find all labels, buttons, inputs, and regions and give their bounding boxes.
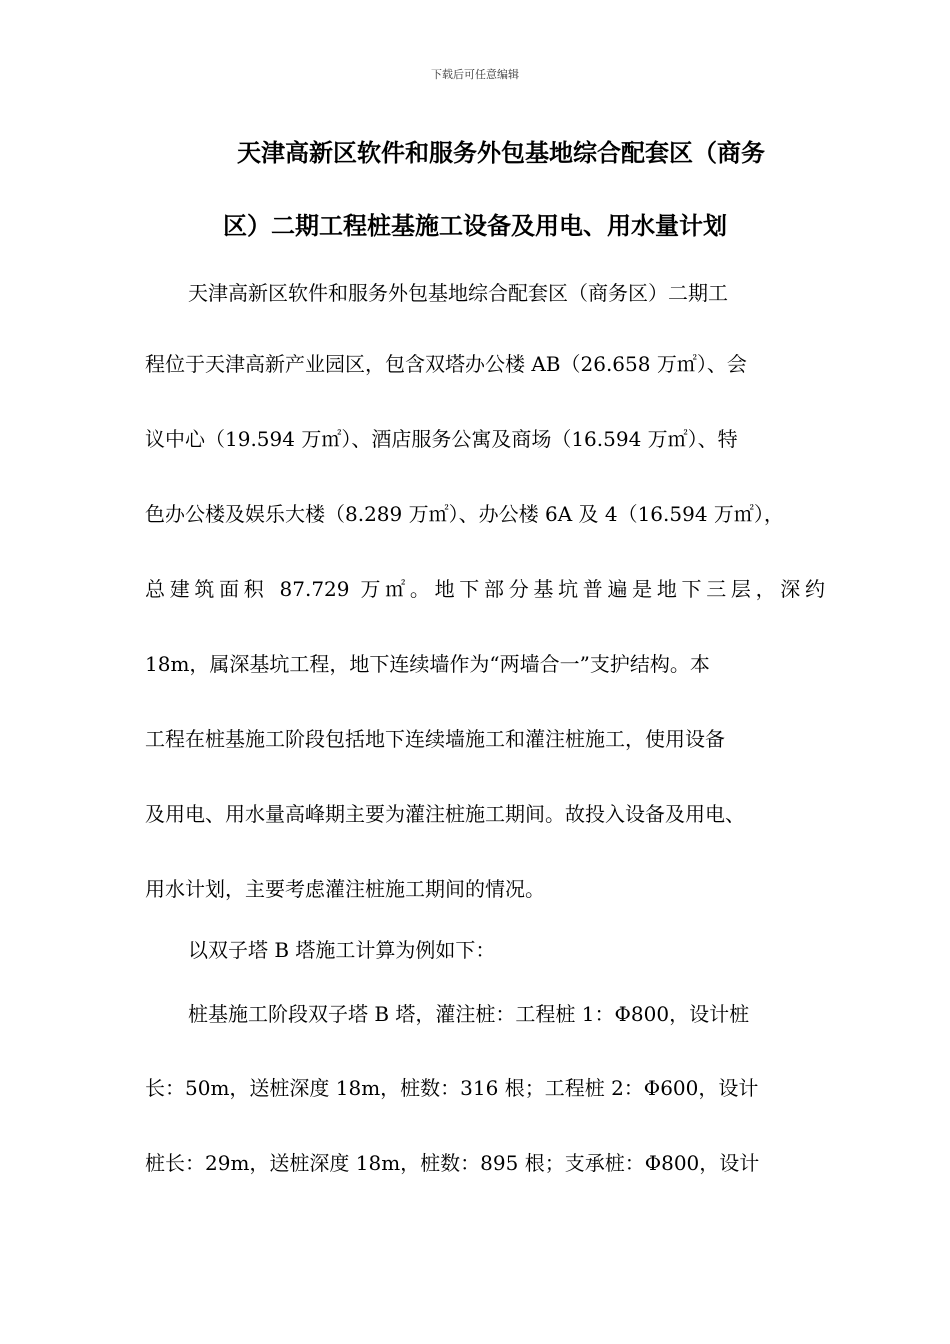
paragraph-3-line: 桩长：29m，送桩深度 18m，桩数：895 根；支承桩：Φ800，设计 bbox=[145, 1151, 760, 1175]
paragraph-1-line: 用水计划，主要考虑灌注桩施工期间的情况。 bbox=[145, 877, 545, 901]
paragraph-1-line: 天津高新区软件和服务外包基地综合配套区（商务区）二期工 bbox=[188, 281, 728, 305]
page-header-note: 下载后可任意编辑 bbox=[431, 68, 519, 81]
paragraph-3-line: 桩基施工阶段双子塔 B 塔，灌注桩：工程桩 1：Φ800，设计桩 bbox=[188, 1002, 750, 1026]
paragraph-3-line: 长：50m，送桩深度 18m，桩数：316 根；工程桩 2：Φ600，设计 bbox=[145, 1076, 759, 1100]
paragraph-2-line: 以双子塔 B 塔施工计算为例如下： bbox=[188, 938, 496, 962]
paragraph-1-line: 工程在桩基施工阶段包括地下连续墙施工和灌注桩施工，使用设备 bbox=[145, 727, 725, 751]
paragraph-1-line: 程位于天津高新产业园区，包含双塔办公楼 AB（26.658 万㎡）、会 bbox=[145, 352, 747, 376]
document-title-line-2: 区）二期工程桩基施工设备及用电、用水量计划 bbox=[223, 211, 727, 240]
paragraph-1-line: 及用电、用水量高峰期主要为灌注桩施工期间。故投入设备及用电、 bbox=[145, 802, 745, 826]
paragraph-1-line: 总建筑面积 87.729 万㎡。地下部分基坑普遍是地下三层，深约 bbox=[145, 577, 825, 601]
paragraph-1-line: 议中心（19.594 万㎡）、酒店服务公寓及商场（16.594 万㎡）、特 bbox=[145, 427, 738, 451]
paragraph-1-line: 18m，属深基坑工程，地下连续墙作为“两墙合一”支护结构。本 bbox=[145, 652, 710, 676]
paragraph-1-line: 色办公楼及娱乐大楼（8.289 万㎡）、办公楼 6A 及 4（16.594 万㎡）， bbox=[145, 502, 784, 526]
document-title-line-1: 天津高新区软件和服务外包基地综合配套区（商务 bbox=[237, 138, 765, 167]
